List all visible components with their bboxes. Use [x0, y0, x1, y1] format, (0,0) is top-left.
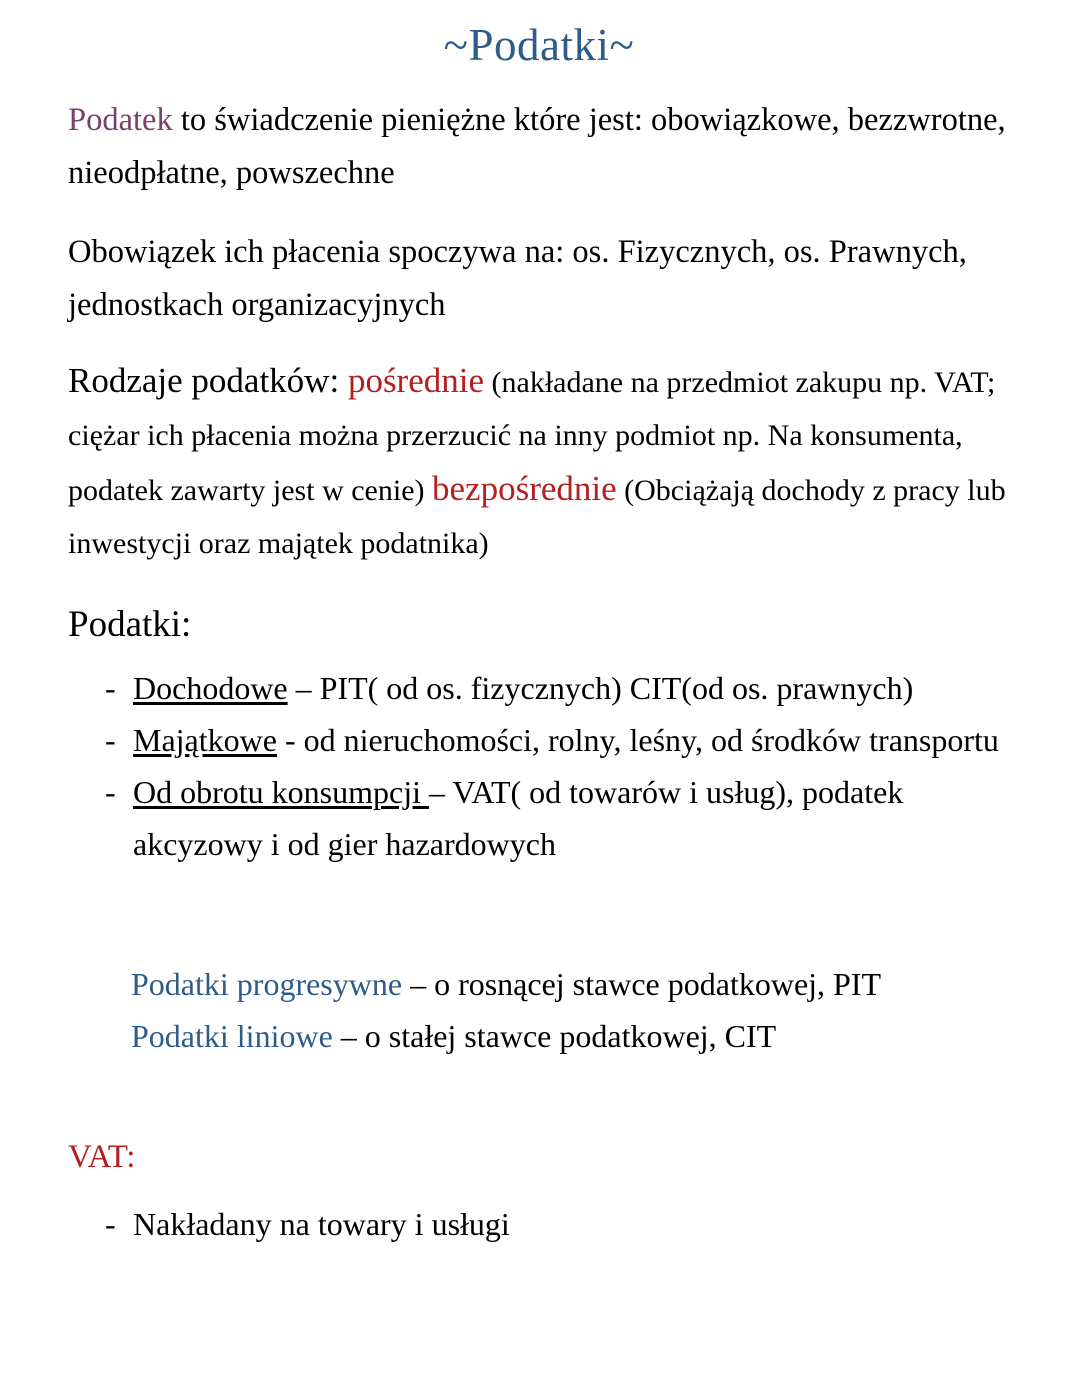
vat-heading: VAT:	[68, 1139, 136, 1175]
list-item-term: Od obrotu konsumpcji	[133, 774, 429, 810]
list-item	[68, 662, 1010, 714]
tax-types-paragraph	[68, 332, 1010, 570]
definition-term: Podatek	[68, 102, 173, 138]
progressive-tax-term: Podatki progresywne	[131, 966, 403, 1002]
bullet-dash-icon: -	[105, 722, 116, 758]
list-item-description: – PIT( od os. fizycznych) CIT(od os. prawnych)	[287, 670, 914, 706]
page-title: ~Podatki~	[443, 20, 635, 70]
bullet-dash-icon: -	[105, 670, 116, 706]
vat-list	[68, 1180, 1010, 1250]
definition-body: to świadczenie pieniężne które jest: obowiązkowe, bezzwrotne, nieodpłatne, powszechne	[68, 102, 1006, 191]
list-item	[68, 1198, 1010, 1250]
bullet-dash-icon: -	[105, 1206, 116, 1242]
progressive-tax-description: – o rosnącej stawce podatkowej, PIT	[402, 966, 882, 1002]
list-item-text: Nakładany na towary i usługi	[133, 1206, 510, 1242]
spacer	[68, 1062, 1010, 1134]
obligation-paragraph	[68, 200, 1010, 332]
list-item	[68, 766, 1010, 870]
indirect-tax-description: (nakładane na przedmiot zakupu np. VAT; ciężar ich płacenia można przerzucić na inny podmiot np. Na konsumenta, podatek zawarty jest w cenie)	[68, 366, 996, 507]
list-item-description: - od nieruchomości, rolny, leśny, od środków transportu	[276, 722, 999, 758]
taxes-heading: Podatki:	[68, 604, 192, 645]
linear-tax-line	[131, 1010, 1010, 1062]
definition-paragraph	[68, 68, 1010, 200]
tax-types-lead: Rodzaje podatków:	[68, 361, 348, 400]
linear-tax-description: – o stałej stawce podatkowej, CIT	[332, 1018, 777, 1054]
spacer	[68, 870, 1010, 958]
indirect-tax-term: pośrednie	[347, 361, 485, 400]
progressive-tax-line	[131, 958, 1010, 1010]
bullet-dash-icon: -	[105, 774, 116, 810]
direct-tax-term: bezpośrednie	[432, 469, 617, 508]
taxes-list	[68, 650, 1010, 870]
list-item-description: – VAT( od towarów i usług), podatek akcyzowy i od gier hazardowych	[133, 774, 904, 862]
obligation-text: Obowiązek ich płacenia spoczywa na: os. Fizycznych, os. Prawnych, jednostkach organizacyjnych	[68, 234, 967, 323]
linear-tax-term: Podatki liniowe	[131, 1018, 333, 1054]
direct-tax-description: (Obciążają dochody z pracy lub inwestycji oraz majątek podatnika)	[68, 474, 1006, 560]
tax-rates-block	[68, 958, 1010, 1062]
list-item-term: Dochodowe	[133, 670, 288, 706]
list-item	[68, 714, 1010, 766]
list-item-term: Majątkowe	[133, 722, 277, 758]
